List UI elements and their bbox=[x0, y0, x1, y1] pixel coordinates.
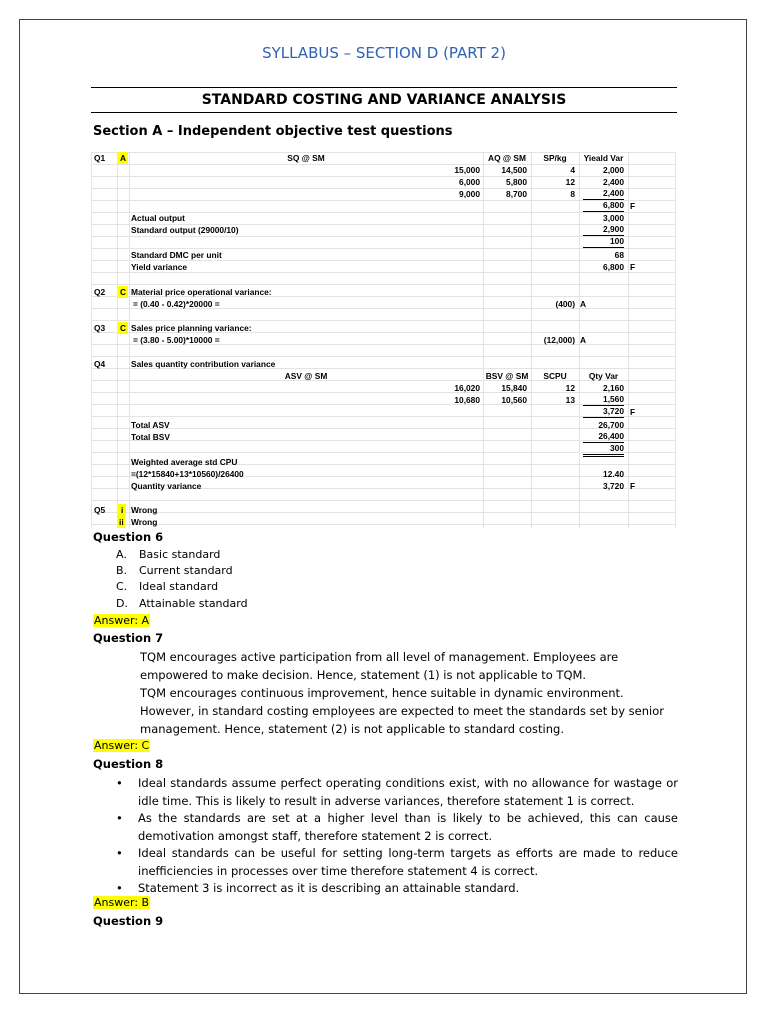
q6-option-a-text: Basic standard bbox=[139, 548, 221, 561]
q1-yield-flag: F bbox=[630, 262, 636, 272]
q1-header-sp: SP/kg bbox=[543, 153, 567, 163]
q3-answer: C bbox=[120, 323, 127, 333]
q4-header-var: Qty Var bbox=[588, 371, 619, 381]
bullet-icon: • bbox=[116, 846, 123, 860]
q4-asv-label: Total ASV bbox=[131, 420, 170, 430]
page-header: SYLLABUS – SECTION D (PART 2) bbox=[262, 44, 506, 62]
q1-row1-sp: 4 bbox=[570, 165, 575, 175]
q5-item1-num: i bbox=[118, 504, 126, 516]
q1-row3-aq: 8,700 bbox=[506, 189, 527, 199]
q4-row1-scpu: 12 bbox=[565, 383, 575, 393]
q4-asv-total: 26,700 bbox=[598, 420, 624, 430]
q1-total-flag: F bbox=[630, 201, 636, 211]
q1-label: Q1 bbox=[94, 153, 106, 163]
q2-answer: C bbox=[120, 287, 127, 297]
q6-option-d-text: Attainable standard bbox=[139, 597, 248, 610]
q1-diff: 100 bbox=[583, 236, 624, 248]
q4-row2-scpu: 13 bbox=[565, 395, 575, 405]
q4-header-bsv: BSV @ SM bbox=[485, 371, 529, 381]
q8-bullet-4-text: Statement 3 is incorrect as it is describing an attainable standard. bbox=[138, 881, 520, 895]
q4-row1-var: 2,160 bbox=[603, 383, 624, 393]
grid-line bbox=[91, 356, 675, 357]
bullet-icon: • bbox=[116, 776, 123, 790]
grid-line bbox=[91, 524, 675, 525]
q4-total-flag: F bbox=[630, 407, 636, 417]
q4-row2-asv: 10,680 bbox=[454, 395, 480, 405]
q1-actual-output: 3,000 bbox=[603, 213, 624, 223]
q8-bullet-2 bbox=[116, 810, 678, 845]
q3-value: (12,000) bbox=[543, 335, 575, 345]
q1-actual-output-label: Actual output bbox=[131, 213, 185, 223]
q1-row2-aq: 5,800 bbox=[506, 177, 527, 187]
grid-line bbox=[91, 512, 675, 513]
answer-spreadsheet bbox=[91, 152, 675, 528]
q2-flag: A bbox=[580, 299, 587, 309]
q4-header-asv: ASV @ SM bbox=[284, 371, 328, 381]
q4-row1-asv: 16,020 bbox=[454, 383, 480, 393]
q5-item2-text: Wrong bbox=[131, 517, 158, 527]
q4-bsv-label: Total BSV bbox=[131, 432, 170, 442]
q1-yield-label: Yield variance bbox=[131, 262, 188, 272]
q8-bullet-4 bbox=[116, 880, 678, 898]
q1-header-sq: SQ @ SM bbox=[287, 153, 325, 163]
q1-row1-aq: 14,500 bbox=[501, 165, 527, 175]
q6-option-d-letter: D. bbox=[116, 597, 128, 610]
q2-line1: Material price operational variance: bbox=[131, 287, 272, 297]
q2-label: Q2 bbox=[94, 287, 106, 297]
q4-wacpu: 12.40 bbox=[603, 469, 624, 479]
q1-std-output-label: Standard output (29000/10) bbox=[131, 225, 239, 235]
q8-bullet-3 bbox=[116, 845, 678, 880]
q3-label: Q3 bbox=[94, 323, 106, 333]
q5-item1-text: Wrong bbox=[131, 505, 158, 515]
q1-row3-var: 2,400 bbox=[583, 188, 624, 200]
q4-wacpu-label: Weighted average std CPU bbox=[131, 457, 238, 467]
q8-bullet-1 bbox=[116, 775, 678, 810]
q4-label: Q4 bbox=[94, 359, 106, 369]
q1-row2-var: 2,400 bbox=[603, 177, 624, 187]
q8-bullet-list bbox=[116, 775, 678, 898]
q8-answer: Answer: B bbox=[94, 896, 150, 909]
q4-wacpu-formula: =(12*15840+13*10560)/26400 bbox=[131, 469, 244, 479]
q5-label: Q5 bbox=[94, 505, 106, 515]
q8-bullet-3-text: Ideal standards can be useful for setting long-term targets as efforts are made to reduce inefficiencies in processes over time therefore statement 4 is correct. bbox=[138, 846, 678, 878]
q4-row2-bsv: 10,560 bbox=[501, 395, 527, 405]
q1-header-aq: AQ @ SM bbox=[488, 153, 526, 163]
q7-explanation bbox=[140, 648, 680, 738]
q3-flag: A bbox=[580, 335, 587, 345]
q1-dmc-label: Standard DMC per unit bbox=[131, 250, 222, 260]
q2-value: (400) bbox=[555, 299, 575, 309]
q4-heading: Sales quantity contribution variance bbox=[131, 359, 276, 369]
q4-qty-flag: F bbox=[630, 481, 636, 491]
q6-option-b-letter: B. bbox=[116, 564, 128, 577]
q4-header-scpu: SCPU bbox=[543, 371, 567, 381]
q8-bullet-1-text: Ideal standards assume perfect operating conditions exist, with no allowance for wastage or idle time. This is likely to result in adverse variances, therefore statement 1 is correct. bbox=[138, 776, 678, 808]
section-heading: Section A – Independent objective test questions bbox=[93, 124, 453, 139]
q7-line-1: TQM encourages active participation from all level of management. Employees are bbox=[140, 650, 619, 664]
question-8-heading: Question 8 bbox=[93, 757, 164, 771]
q4-qty: 3,720 bbox=[603, 481, 624, 491]
q1-total: 6,800 bbox=[583, 200, 624, 212]
q4-row1-bsv: 15,840 bbox=[501, 383, 527, 393]
question-7-heading: Question 7 bbox=[93, 631, 164, 645]
q5-item2-num: ii bbox=[119, 517, 124, 527]
q7-answer: Answer: C bbox=[94, 739, 150, 752]
question-9-heading: Question 9 bbox=[93, 914, 164, 928]
q1-dmc: 68 bbox=[614, 250, 624, 260]
q1-std-output: 2,900 bbox=[583, 224, 624, 236]
question-6-heading: Question 6 bbox=[93, 530, 164, 544]
q1-row3-sq: 9,000 bbox=[459, 189, 480, 199]
q1-row2-sp: 12 bbox=[565, 177, 575, 187]
q3-line1: Sales price planning variance: bbox=[131, 323, 252, 333]
q7-line-5: management. Hence, statement (2) is not applicable to standard costing. bbox=[140, 722, 565, 736]
bullet-icon: • bbox=[116, 811, 123, 825]
q4-total: 3,720 bbox=[583, 406, 624, 418]
q7-line-4: However, in standard costing employees are expected to meet the standards set by senior bbox=[140, 704, 664, 718]
grid-line bbox=[91, 320, 675, 321]
q1-row1-var: 2,000 bbox=[603, 165, 624, 175]
q6-answer: Answer: A bbox=[94, 614, 150, 627]
q6-option-c-text: Ideal standard bbox=[139, 580, 219, 593]
q1-row2-sq: 6,000 bbox=[459, 177, 480, 187]
q6-option-a-letter: A. bbox=[116, 548, 127, 561]
q4-bsv-total: 26,400 bbox=[583, 431, 624, 443]
q1-yield: 6,800 bbox=[603, 262, 624, 272]
q1-row1-sq: 15,000 bbox=[454, 165, 480, 175]
q2-line2: = (0.40 - 0.42)*20000 = bbox=[133, 299, 220, 309]
q1-answer: A bbox=[120, 153, 127, 163]
q8-bullet-2-text: As the standards are set at a higher level than is likely to be achieved, this can cause demotivation amongst staff, therefore statement 2 is correct. bbox=[138, 811, 678, 843]
q4-diff: 300 bbox=[583, 443, 624, 457]
bullet-icon: • bbox=[116, 881, 123, 895]
q1-row3-sp: 8 bbox=[570, 189, 575, 199]
q3-line2: = (3.80 - 5.00)*10000 = bbox=[133, 335, 220, 345]
q1-header-var: Yieald Var bbox=[583, 153, 624, 163]
page-title: STANDARD COSTING AND VARIANCE ANALYSIS bbox=[91, 87, 677, 113]
q7-line-2: empowered to make decision. Hence, statement (1) is not applicable to TQM. bbox=[140, 668, 587, 682]
q6-option-c-letter: C. bbox=[116, 580, 128, 593]
q4-row2-var: 1,560 bbox=[583, 394, 624, 406]
q4-qty-label: Quantity variance bbox=[131, 481, 202, 491]
q7-line-3: TQM encourages continuous improvement, hence suitable in dynamic environment. bbox=[140, 686, 624, 700]
q6-option-b-text: Current standard bbox=[139, 564, 233, 577]
grid-line bbox=[91, 284, 675, 285]
grid-line bbox=[91, 500, 675, 501]
